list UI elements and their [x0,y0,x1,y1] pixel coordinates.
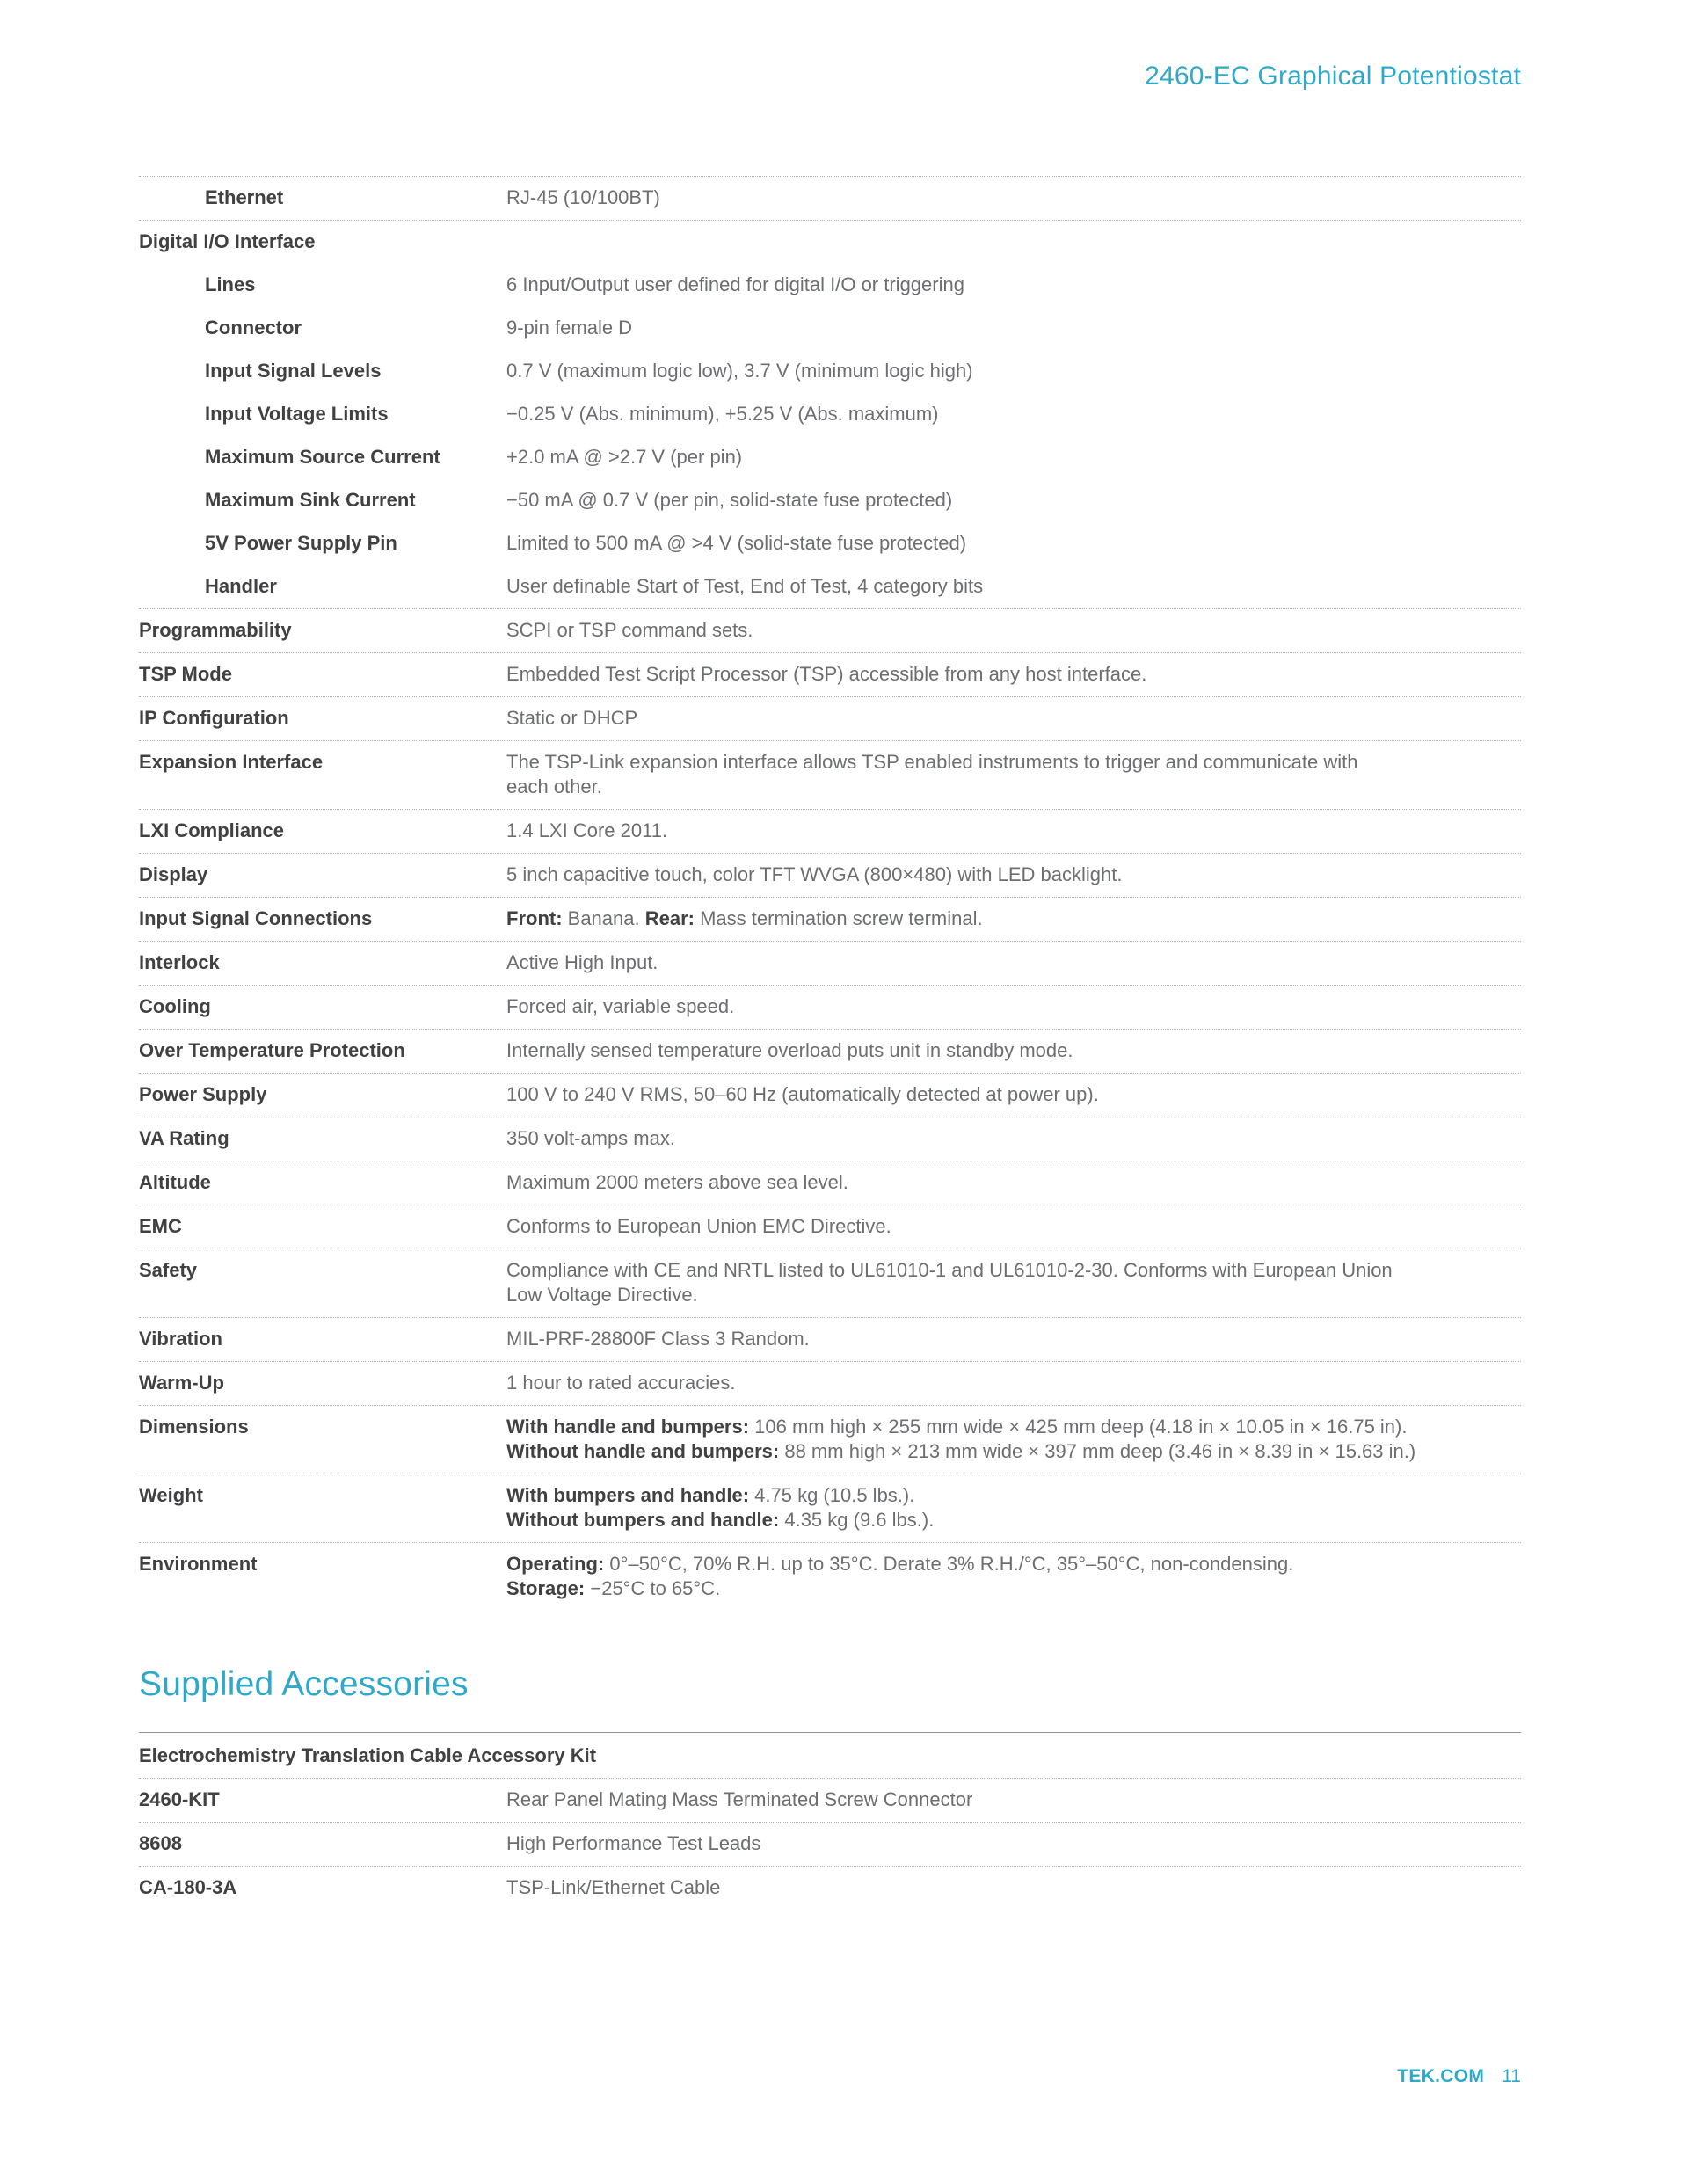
value-line [506,1483,1521,1508]
value-text: +2.0 mA @ >2.7 V (per pin) [506,446,743,468]
value-line [506,1439,1521,1464]
value-text: Low Voltage Directive. [506,1284,698,1306]
accessories-rows [139,1779,1521,1910]
spec-row [139,307,1521,350]
tek-com-link[interactable]: TEK.COM [1397,2066,1485,2086]
accessory-description: High Performance Test Leads [506,1832,761,1854]
value-text: Limited to 500 mA @ >4 V (solid-state fuse protected) [506,532,967,554]
value-line [506,186,1521,210]
value-text: −25°C to 65°C. [585,1577,721,1599]
accessory-description: TSP-Link/Ethernet Cable [506,1876,721,1898]
doc-header [139,62,1521,91]
spec-value [506,1170,1521,1195]
spec-label: Power Supply [139,1083,267,1105]
accessories-kit-header: Electrochemistry Translation Cable Accessory Kit [139,1732,1521,1779]
spec-label: EMC [139,1215,182,1237]
accessory-model: CA-180-3A [139,1876,237,1898]
spec-label: Ethernet [205,186,284,208]
value-text: 4.75 kg (10.5 lbs.). [749,1484,915,1506]
accessory-model: 8608 [139,1832,182,1854]
spec-row [139,1543,1521,1611]
spec-value [506,706,1521,731]
value-line [506,1170,1521,1195]
value-bold-lead: Operating: [506,1553,605,1575]
accessory-description: Rear Panel Mating Mass Terminated Screw Connector [506,1788,973,1810]
spec-value [506,402,1521,426]
spec-row [139,810,1521,854]
value-line [506,402,1521,426]
spec-label: Handler [205,575,277,597]
value-bold-lead: Rear: [644,907,695,929]
value-bold-lead: With handle and bumpers: [506,1416,750,1438]
value-text: 350 volt-amps max. [506,1127,675,1149]
value-line [506,1327,1521,1351]
spec-row [139,1161,1521,1205]
spec-label: Maximum Source Current [205,446,440,468]
spec-value [506,1327,1521,1351]
spec-row [139,741,1521,810]
spec-value [506,1552,1521,1601]
spec-row [139,1474,1521,1543]
spec-row [139,393,1521,436]
spec-label: Lines [205,273,256,295]
accessories-table [139,1732,1521,1910]
value-text: −50 mA @ 0.7 V (per pin, solid-state fuse protected) [506,489,953,511]
accessory-row [139,1867,1521,1910]
value-line [506,1576,1521,1601]
spec-value [506,906,1521,931]
spec-value [506,445,1521,470]
value-line [506,662,1521,687]
page-number: 11 [1502,2066,1521,2086]
value-text: 1 hour to rated accuracies. [506,1372,736,1394]
value-text: 9-pin female D [506,317,633,339]
spec-label: Maximum Sink Current [205,489,416,511]
spec-value [506,950,1521,975]
spec-value [506,1483,1521,1532]
spec-row [139,942,1521,986]
value-text: Internally sensed temperature overload puts unit in standby mode. [506,1039,1073,1061]
spec-value [506,1082,1521,1107]
value-line [506,359,1521,383]
spec-table [139,176,1521,1611]
spec-row [139,697,1521,741]
spec-row [139,986,1521,1030]
spec-label: Weight [139,1484,203,1506]
value-line [506,1371,1521,1395]
accessory-row [139,1823,1521,1867]
spec-value [506,662,1521,687]
section-title-supplied-accessories: Supplied Accessories [139,1665,469,1703]
value-line [506,1552,1521,1576]
doc-title: 2460-EC Graphical Potentiostat [1145,62,1521,91]
spec-label: IP Configuration [139,707,289,729]
value-line [506,574,1521,599]
value-text: Maximum 2000 meters above sea level. [506,1171,848,1193]
spec-label: Environment [139,1553,258,1575]
value-bold-lead: Front: [506,907,563,929]
value-line [506,863,1521,887]
value-line [506,488,1521,513]
spec-value [506,1214,1521,1239]
spec-label: Warm-Up [139,1372,224,1394]
value-line [506,775,1521,799]
spec-label: Expansion Interface [139,751,324,773]
page-footer [1397,2066,1521,2087]
spec-value [506,618,1521,643]
spec-row [139,898,1521,942]
value-line [506,950,1521,975]
spec-label: Altitude [139,1171,211,1193]
spec-row [139,565,1521,609]
spec-row [139,436,1521,479]
accessory-model: 2460-KIT [139,1788,220,1810]
spec-label: Digital I/O Interface [139,230,316,252]
spec-row [139,1030,1521,1074]
value-text: MIL-PRF-28800F Class 3 Random. [506,1328,810,1350]
value-bold-lead: With bumpers and handle: [506,1484,750,1506]
value-text: 0.7 V (maximum logic low), 3.7 V (minimum logic high) [506,360,973,382]
spec-value [506,186,1521,210]
spec-label: Display [139,863,208,885]
spec-row [139,1362,1521,1406]
value-text: Compliance with CE and NRTL listed to UL61010-1 and UL61010-2-30. Conforms with European Union [506,1259,1393,1281]
value-text: 0°–50°C, 70% R.H. up to 35°C. Derate 3% R.H./°C, 35°–50°C, non-condensing. [604,1553,1294,1575]
spec-label: LXI Compliance [139,819,285,841]
value-line [506,618,1521,643]
accessory-row [139,1779,1521,1823]
spec-row [139,609,1521,653]
spec-label: Vibration [139,1328,222,1350]
value-text: Static or DHCP [506,707,638,729]
value-line [506,1508,1521,1532]
spec-label: Cooling [139,995,211,1017]
value-text: SCPI or TSP command sets. [506,619,753,641]
spec-row [139,350,1521,393]
value-line [506,994,1521,1019]
spec-value [506,1415,1521,1464]
spec-value [506,750,1521,799]
spec-value [506,1258,1521,1307]
value-text: 100 V to 240 V RMS, 50–60 Hz (automatically detected at power up). [506,1083,1099,1105]
value-line [506,706,1521,731]
spec-value [506,574,1521,599]
value-text: Conforms to European Union EMC Directive. [506,1215,891,1237]
spec-label: TSP Mode [139,663,232,685]
spec-label: VA Rating [139,1127,229,1149]
spec-label: Interlock [139,951,220,973]
spec-label: Over Temperature Protection [139,1039,405,1061]
spec-row [139,1074,1521,1117]
spec-value [506,1371,1521,1395]
spec-value [506,316,1521,340]
value-line [506,531,1521,556]
value-text: Mass termination screw terminal. [694,907,983,929]
value-text: RJ-45 (10/100BT) [506,186,660,208]
spec-row [139,264,1521,307]
value-text: The TSP-Link expansion interface allows TSP enabled instruments to trigger and communicate with [506,751,1358,773]
spec-label: 5V Power Supply Pin [205,532,397,554]
spec-row [139,1117,1521,1161]
value-line [506,1082,1521,1107]
spec-value [506,359,1521,383]
spec-row [139,221,1521,264]
spec-row [139,653,1521,697]
spec-row [139,1249,1521,1318]
value-line [506,819,1521,843]
value-line [506,273,1521,297]
value-text: 106 mm high × 255 mm wide × 425 mm deep (4.18 in × 10.05 in × 16.75 in). [749,1416,1408,1438]
spec-label: Input Signal Connections [139,907,373,929]
value-line [506,750,1521,775]
value-line [506,1415,1521,1439]
value-text: each other. [506,775,602,797]
value-text: −0.25 V (Abs. minimum), +5.25 V (Abs. maximum) [506,403,939,425]
spec-row [139,1205,1521,1249]
value-bold-lead: Storage: [506,1577,586,1599]
value-bold-lead: Without handle and bumpers: [506,1440,780,1462]
spec-row [139,522,1521,565]
value-line [506,1126,1521,1151]
spec-row [139,176,1521,221]
spec-row [139,479,1521,522]
value-line [506,1283,1521,1307]
value-line [506,445,1521,470]
value-text: 6 Input/Output user defined for digital I/O or triggering [506,273,964,295]
value-text: Embedded Test Script Processor (TSP) accessible from any host interface. [506,663,1147,685]
value-text: 88 mm high × 213 mm wide × 397 mm deep (3.46 in × 8.39 in × 15.63 in.) [779,1440,1416,1462]
value-text: User definable Start of Test, End of Test, 4 category bits [506,575,984,597]
value-text: Forced air, variable speed. [506,995,735,1017]
value-text: Active High Input. [506,951,658,973]
spec-label: Safety [139,1259,198,1281]
spec-row [139,854,1521,898]
spec-row [139,1318,1521,1362]
spec-value [506,1126,1521,1151]
value-text: Banana. [562,907,645,929]
value-line [506,906,1521,931]
spec-value [506,531,1521,556]
value-bold-lead: Without bumpers and handle: [506,1509,780,1531]
spec-value [506,273,1521,297]
spec-value [506,1038,1521,1063]
value-line [506,1258,1521,1283]
spec-value [506,488,1521,513]
spec-label: Dimensions [139,1416,249,1438]
value-line [506,1038,1521,1063]
value-text: 5 inch capacitive touch, color TFT WVGA (800×480) with LED backlight. [506,863,1123,885]
spec-value [506,994,1521,1019]
spec-label: Programmability [139,619,292,641]
spec-label: Connector [205,317,302,339]
spec-value [506,863,1521,887]
spec-label: Input Signal Levels [205,360,382,382]
value-text: 1.4 LXI Core 2011. [506,819,668,841]
spec-value [506,229,1521,254]
spec-label: Input Voltage Limits [205,403,389,425]
spec-value [506,819,1521,843]
value-text: 4.35 kg (9.6 lbs.). [779,1509,935,1531]
value-line [506,316,1521,340]
spec-row [139,1406,1521,1474]
value-line [506,1214,1521,1239]
